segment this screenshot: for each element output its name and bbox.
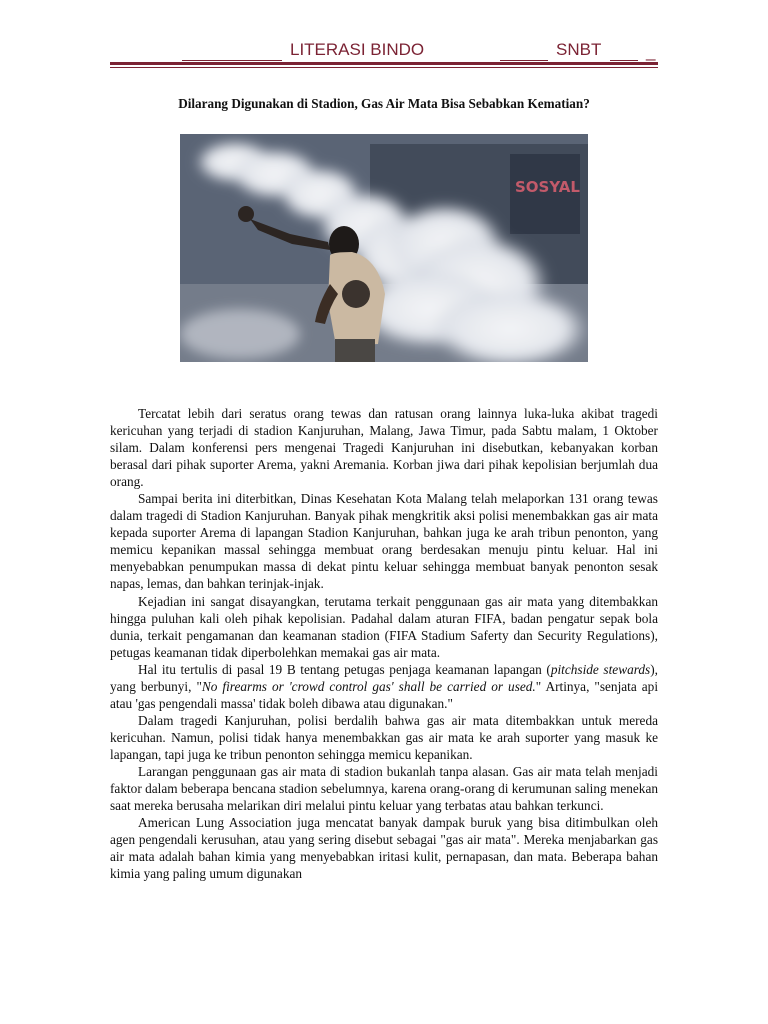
header-title: LITERASI BINDO: [290, 40, 425, 59]
document-header: [110, 36, 658, 64]
paragraph-text: " Artinya, "senjata api atau 'gas pengendali massa' tidak boleh dibawa atau digunakan.": [110, 678, 659, 711]
paragraph: American Lung Association juga mencatat banyak dampak buruk yang bisa ditimbulkan oleh agen pengendali kerusuhan, atau yang sering disebut sebagai "gas air mata". Mereka menjabarkan gas air mata adalah bahan kimia yang menyebabkan iritasi kulit, pernapasan, dan mata. Beberapa bahan kimia yang paling umum digunakan: [110, 815, 658, 882]
paragraph: [110, 661, 658, 712]
article-photo: [180, 134, 588, 362]
paragraph: Tercatat lebih dari seratus orang tewas dan ratusan orang lainnya luka-luka akibat tragedi kericuhan yang terjadi di stadion Kanjuruhan, Malang, Jawa Timur, pada Sabtu malam, 1 Oktober silam. Dalam konferensi pers mengenai Tragedi Kanjuruhan ini disebutkan, kebanyakan korban berasal dari pihak suporter Arema, yakni Aremania. Korban jiwa dari pihak kepolisian berjumlah dua orang.: [110, 406, 658, 490]
header-underscore: _: [646, 42, 656, 61]
article-title: Dilarang Digunakan di Stadion, Gas Air Mata Bisa Sebabkan Kematian?: [178, 96, 590, 111]
header-underline-left: [182, 60, 282, 61]
header-section: SNBT: [556, 40, 602, 59]
paragraph: Larangan penggunaan gas air mata di stadion bukanlah tanpa alasan. Gas air mata telah menjadi faktor dalam beberapa bencana stadion sebelumnya, karena orang-orang di kerumunan saling menekan saat mereka berusaha melarikan diri melalui pintu keluar yang terbatas atau bahkan terkunci.: [110, 763, 658, 814]
italic-quote: No firearms or 'crowd control gas' shall be carried or used.: [201, 678, 536, 694]
paragraph: Dalam tragedi Kanjuruhan, polisi berdalih bahwa gas air mata ditembakkan untuk mereda kericuhan. Namun, polisi tidak hanya menembakkan gas air mata ke arah suporter yang masuk ke lapangan, tapi juga ke tribun penonton sehingga memicu kepanikan.: [110, 712, 658, 762]
paragraph: Kejadian ini sangat disayangkan, terutama terkait penggunaan gas air mata yang ditembakkan hingga puluhan kali oleh pihak kepolisian. Padahal dalam aturan FIFA, badan pengatur sepak bola dunia, terkait pengamanan dan keamanan stadion (FIFA Stadium Saferty dan Security Regulations), petugas keamanan tidak diperbolehkan memakai gas air mata.: [110, 593, 658, 660]
article-body: [110, 405, 658, 882]
header-underline-mid: [500, 60, 548, 61]
header-rule-thick: [110, 62, 658, 65]
paragraph-text: Hal itu tertulis di pasal 19 B tentang petugas penjaga keamanan lapangan (: [138, 661, 551, 677]
photo-graffiti-text: SOSYAL: [515, 178, 580, 196]
header-underline-right: [610, 60, 638, 61]
paragraph-text: ), yang berbunyi, ": [110, 661, 658, 694]
header-rule-thin: [110, 67, 658, 68]
protest-photo-illustration: [180, 134, 588, 362]
italic-term: pitchside stewards: [550, 661, 651, 677]
paragraph: Sampai berita ini diterbitkan, Dinas Kesehatan Kota Malang telah melaporkan 131 orang tewas dalam tragedi di Stadion Kanjuruhan. Banyak pihak mengkritik aksi polisi menembakkan gas air mata kepada suporter Arema di lapangan Stadion Kanjuruhan, bahkan juga ke arah tribun penonton, yang memicu kepanikan massal sehingga membuat orang berdesakan menuju pintu keluar. Hal ini menyebabkan penumpukan massa di dekat pintu keluar sehingga membuat banyak penonton sesak napas, lemas, dan bahkan terinjak-injak.: [110, 491, 658, 592]
